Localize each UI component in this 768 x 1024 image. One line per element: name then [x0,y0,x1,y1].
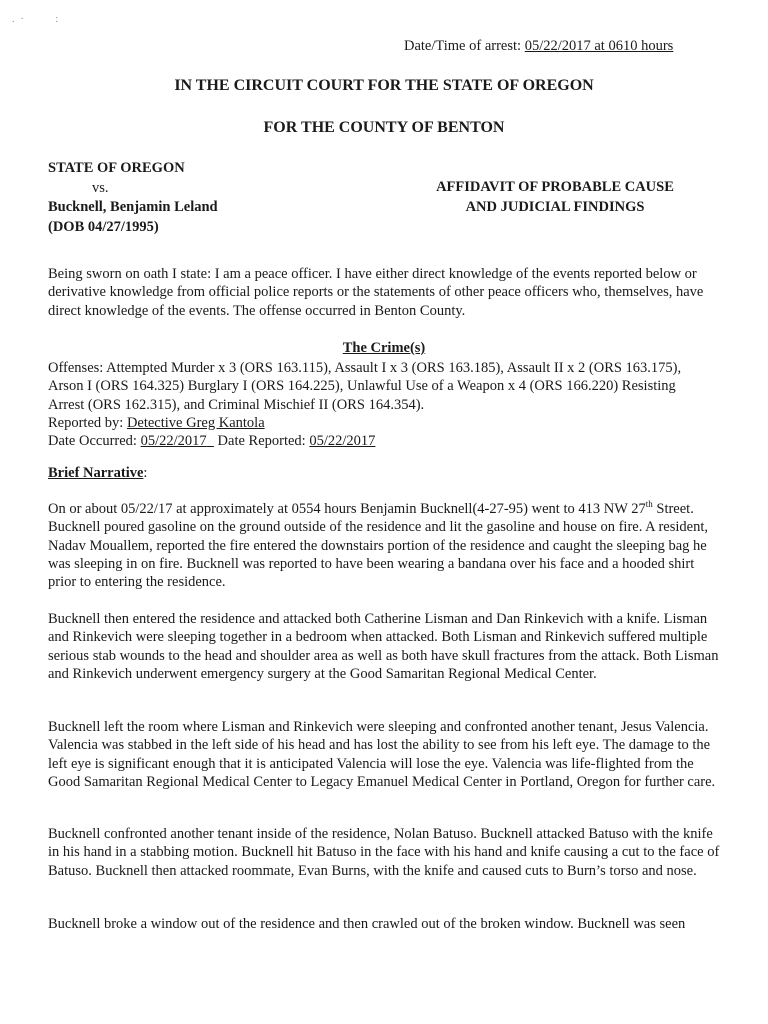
narrative-heading-text: Brief Narrative [48,465,144,481]
reported-by [48,414,728,432]
narrative-heading [48,465,147,482]
defendant-dob: (DOB 04/27/1995) [48,218,159,235]
date-occurred-label: Date Occurred: [48,433,141,450]
arrest-value: 05/22/2017 at 0610 hours [524,38,674,54]
narrative-paragraph-1 [48,500,723,591]
narrative-paragraph-5 [48,915,723,933]
narrative-p1-start: On or about 05/22/17 at approximately at 0554 hours Benjamin Bucknell(4-27-95) went to 413 NW 27 [48,501,646,517]
court-heading: IN THE CIRCUIT COURT FOR THE STATE OF OREGON [174,77,594,94]
reported-by-value: Detective Greg Kantola [126,414,265,431]
document-title [395,178,715,217]
offenses-line-3: Arrest (ORS 162.315), and Criminal Mischief II (ORS 164.354). [48,396,425,413]
date-reported-value: 05/22/2017 [309,433,376,450]
narrative-p1-text [48,500,723,591]
offenses-line-1: Offenses: Attempted Murder x 3 (ORS 163.115), Assault I x 3 (ORS 163.185), Assault II x 2 (ORS 163.175), [48,360,682,376]
defendant-name: Bucknell, Benjamin Leland [48,199,218,215]
narrative-p5-text: Bucknell broke a window out of the residence and then crawled out of the broken window. Bucknell was seen [48,916,686,932]
case-caption-parties [48,159,218,237]
reported-by-label: Reported by: [48,414,127,431]
versus: vs. [92,179,109,196]
offenses-line-2: Arson I (ORS 164.325) Burglary I (ORS 164.225), Unlawful Use of a Weapon x 4 (ORS 166.220) Resisting [48,378,676,395]
narrative-p3-text: Bucknell left the room where Lisman and Rinkevich were sleeping and confronted another tenant, Jesus Valencia. Valencia was stabbed in the left side of his head and has lost the ability to see from his left eye. The damage to the left eye is significant enough that it is anticipated Valencia will lose the eye. Valencia was life-flighted from the Good Samaritan Regional Medical Center to Legacy Emanuel Medical Center in Portland, Oregon for further care. [48,719,716,790]
scan-specks: .· : [12,14,65,25]
document-title-line1: AFFIDAVIT OF PROBABLE CAUSE [436,179,674,195]
county-heading: FOR THE COUNTY OF BENTON [263,119,505,136]
narrative-p1-sup: th [645,499,653,510]
narrative-heading-colon: : [143,465,148,481]
narrative-paragraph-4 [48,825,723,880]
arrest-label: Date/Time of arrest: [404,38,525,54]
narrative-paragraph-2 [48,610,723,683]
plaintiff: STATE OF OREGON [48,160,185,176]
narrative-p2-text: Bucknell then entered the residence and attacked both Catherine Lisman and Dan Rinkevich with a knife. Lisman and Rinkevich were sleeping together in a bedroom when attacked. Both Lisman and Rinkevich suffered multiple serious stab wounds to the head and shoulder area as well as both have skull fractures from the attack. Both Lisman and Rinkevich underwent emergency surgery at the Good Samaritan Regional Medical Center. [48,611,719,682]
narrative-paragraph-3 [48,718,723,791]
oath-text: Being sworn on oath I state: I am a peace officer. I have either direct knowledge of the events reported below or derivative knowledge from official police reports or the statements of other peace officers who, themselves, have direct knowledge of the events. The offense occurred in Benton County. [48,266,704,319]
narrative-p4-text: Bucknell confronted another tenant inside of the residence, Nolan Batuso. Bucknell attacked Batuso with the knife in his hand in a stabbing motion. Bucknell hit Batuso in the face with his hand and knife causing a cut to the face of Batuso. Bucknell then attacked roommate, Evan Burns, with the knife and caused cuts to Burn’s torso and nose. [48,826,720,879]
narrative-p1-end: Street. Bucknell poured gasoline on the ground outside of the residence and lit the gasoline and house on fire. A resident, Nadav Mouallem, reported the fire entered the downstairs portion of the residence and caught the sleeping bag he was sleeping in on fire. Bucknell was reported to have been wearing a bandana over his face and a hooded shirt prior to entering the residence. [48,501,708,591]
dates-line [48,432,728,450]
date-reported-label: Date Reported: [217,433,310,450]
document-title-line2: AND JUDICIAL FINDINGS [465,198,645,215]
date-occurred-value: 05/22/2017 [140,433,207,450]
arrest-datetime [404,38,673,55]
oath-paragraph [48,265,723,320]
crimes-heading: The Crime(s) [342,340,426,356]
crimes-section [48,359,728,450]
